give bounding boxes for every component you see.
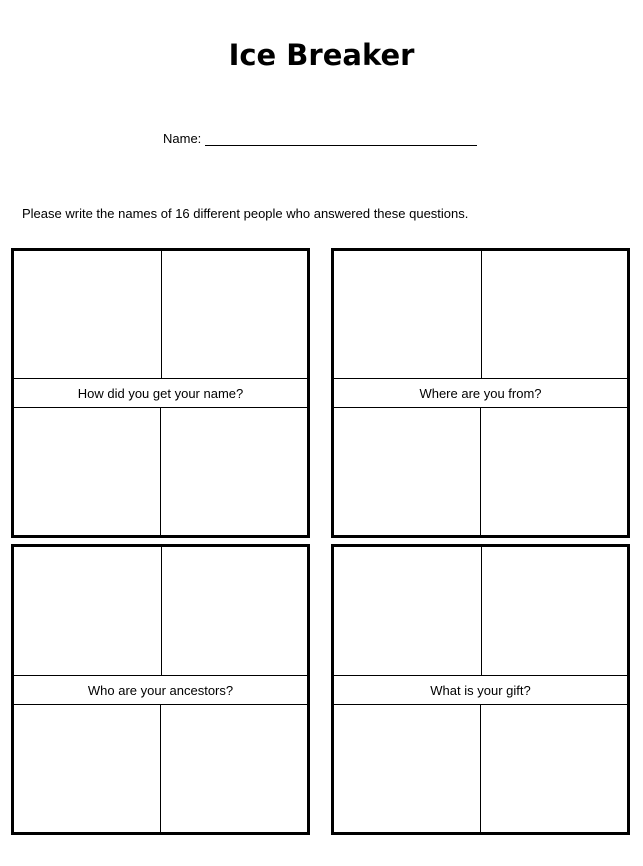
answer-cell-1[interactable]	[14, 251, 161, 378]
question-label: What is your gift?	[334, 675, 627, 705]
name-label: Name:	[163, 131, 202, 146]
question-label: Where are you from?	[334, 378, 627, 408]
answer-cell-3[interactable]	[334, 705, 480, 832]
answer-cell-1[interactable]	[334, 251, 481, 378]
answer-cell-1[interactable]	[334, 547, 481, 675]
question-box-4	[331, 544, 630, 835]
question-box-2	[331, 248, 630, 538]
answer-cell-2[interactable]	[162, 251, 307, 378]
page-title: Ice Breaker	[228, 38, 415, 72]
name-field	[163, 131, 477, 146]
answer-cell-2[interactable]	[482, 547, 627, 675]
answer-cell-4[interactable]	[481, 408, 627, 535]
name-input-line[interactable]	[205, 131, 477, 146]
answer-cell-2[interactable]	[162, 547, 307, 675]
answer-cell-4[interactable]	[161, 705, 307, 832]
answer-cell-3[interactable]	[334, 408, 480, 535]
answer-cell-1[interactable]	[14, 547, 161, 675]
answer-cell-3[interactable]	[14, 408, 160, 535]
question-box-3	[11, 544, 310, 835]
question-box-1	[11, 248, 310, 538]
question-label: How did you get your name?	[14, 378, 307, 408]
instructions: Please write the names of 16 different people who answered these questions.	[22, 206, 469, 221]
answer-cell-3[interactable]	[14, 705, 160, 832]
answer-cell-2[interactable]	[482, 251, 627, 378]
answer-cell-4[interactable]	[161, 408, 307, 535]
question-label: Who are your ancestors?	[14, 675, 307, 705]
answer-cell-4[interactable]	[481, 705, 627, 832]
